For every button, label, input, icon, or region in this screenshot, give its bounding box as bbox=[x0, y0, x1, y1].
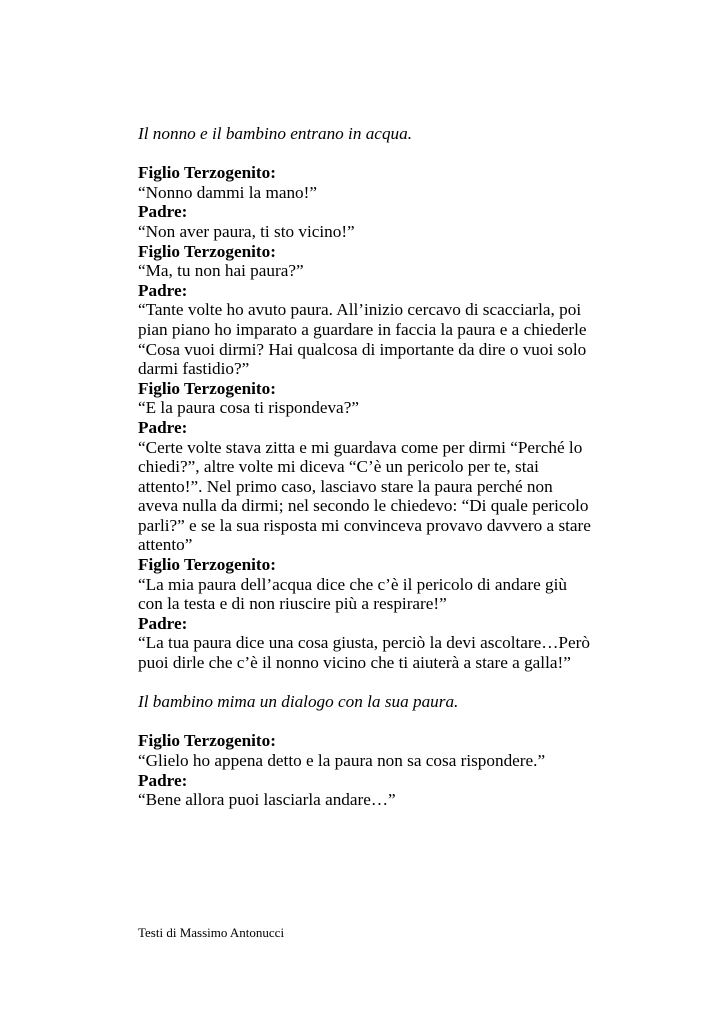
dialogue-line: “Cosa vuoi dirmi? Hai qualcosa di importante da dire o vuoi solo bbox=[138, 339, 587, 359]
dialogue-line: “E la paura cosa ti rispondeva?” bbox=[138, 398, 359, 418]
stage-direction-2: Il bambino mima un dialogo con la sua paura. bbox=[138, 692, 459, 712]
stage-direction-1: Il nonno e il bambino entrano in acqua. bbox=[138, 124, 413, 143]
speaker-name: Padre: bbox=[138, 770, 188, 790]
dialogue-line: “La mia paura dell’acqua dice che c’è il pericolo di andare giù bbox=[138, 574, 567, 594]
dialogue-line: darmi fastidio?” bbox=[138, 359, 250, 379]
dialogue-line: “Ma, tu non hai paura?” bbox=[138, 261, 304, 281]
dialogue-line: “Certe volte stava zitta e mi guardava come per dirmi “Perché lo bbox=[138, 437, 583, 457]
dialogue-line: parli?” e se la sua risposta mi convinceva provavo davvero a stare bbox=[138, 515, 591, 535]
dialogue-line: “Bene allora puoi lasciarla andare…” bbox=[138, 790, 396, 810]
speaker-name: Figlio Terzogenito: bbox=[138, 555, 276, 575]
speaker-name: Figlio Terzogenito: bbox=[138, 731, 276, 751]
dialogue-block-2 bbox=[138, 731, 668, 809]
dialogue-block-1 bbox=[138, 163, 668, 672]
speaker-name: Figlio Terzogenito: bbox=[138, 163, 276, 183]
dialogue-line: chiedi?”, altre volte mi diceva “C’è un pericolo per te, stai bbox=[138, 457, 539, 477]
dialogue-line: con la testa e di non riuscire più a respirare!” bbox=[138, 594, 447, 614]
speaker-name: Padre: bbox=[138, 613, 188, 633]
speaker-name: Padre: bbox=[138, 280, 188, 300]
speaker-name: Padre: bbox=[138, 202, 188, 222]
speaker-name: Padre: bbox=[138, 417, 188, 437]
dialogue-line: aveva nulla da dirmi; nel secondo le chiedevo: “Di quale pericolo bbox=[138, 496, 589, 516]
dialogue-line: attento!”. Nel primo caso, lasciavo stare la paura perché non bbox=[138, 476, 553, 496]
dialogue-line: “Tante volte ho avuto paura. All’inizio cercavo di scacciarla, poi bbox=[138, 300, 582, 320]
document-page bbox=[138, 124, 668, 810]
speaker-name: Figlio Terzogenito: bbox=[138, 378, 276, 398]
dialogue-line: “Glielo ho appena detto e la paura non sa cosa rispondere.” bbox=[138, 751, 546, 770]
speaker-name: Figlio Terzogenito: bbox=[138, 241, 276, 261]
dialogue-line: “Non aver paura, ti sto vicino!” bbox=[138, 221, 355, 241]
spacer bbox=[138, 673, 668, 693]
dialogue-line: “Nonno dammi la mano!” bbox=[138, 182, 317, 202]
dialogue-line: puoi dirle che c’è il nonno vicino che ti aiuterà a stare a galla!” bbox=[138, 653, 571, 673]
dialogue-line: attento” bbox=[138, 535, 193, 555]
dialogue-line: pian piano ho imparato a guardare in faccia la paura e a chiederle bbox=[138, 319, 587, 339]
spacer bbox=[138, 144, 668, 164]
spacer bbox=[138, 712, 668, 732]
footer-credit: Testi di Massimo Antonucci bbox=[138, 925, 285, 940]
dialogue-line: “La tua paura dice una cosa giusta, perciò la devi ascoltare…Però bbox=[138, 633, 590, 653]
